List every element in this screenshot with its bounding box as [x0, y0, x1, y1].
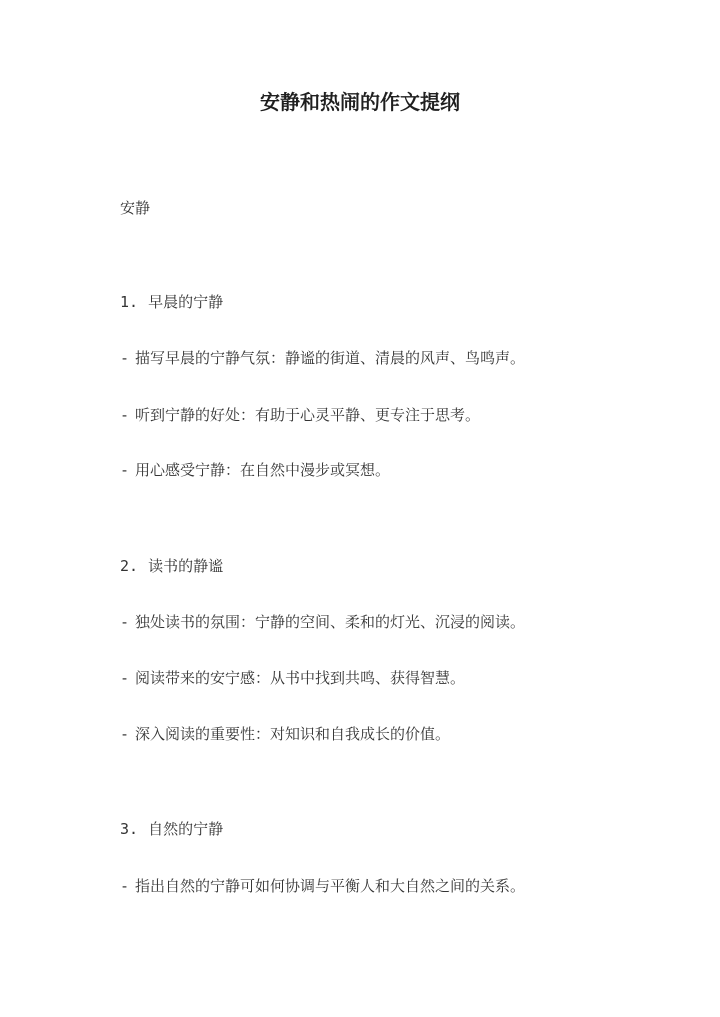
bullet-marker: - [120, 877, 130, 895]
outline-point-text: 阅读带来的安宁感：从书中找到共鸣、获得智慧。 [135, 669, 466, 687]
outline-point [120, 347, 525, 369]
section-heading: 安静 [120, 199, 151, 217]
bullet-marker: - [120, 669, 130, 687]
outline-heading-1 [120, 291, 223, 313]
outline-point [120, 875, 525, 897]
document-title: 安静和热闹的作文提纲 [260, 90, 460, 114]
outline-point [120, 404, 480, 426]
bullet-marker: - [120, 461, 130, 479]
bullet-marker: - [120, 349, 130, 367]
bullet-marker: - [120, 406, 130, 424]
outline-point-text: 深入阅读的重要性：对知识和自我成长的价值。 [135, 725, 451, 743]
outline-point-text: 描写早晨的宁静气氛：静谧的街道、清晨的风声、鸟鸣声。 [135, 349, 526, 367]
outline-heading-2 [120, 555, 223, 577]
outline-number: 1. [120, 293, 139, 311]
outline-point-text: 听到宁静的好处：有助于心灵平静、更专注于思考。 [135, 406, 481, 424]
outline-heading-text: 早晨的宁静 [148, 293, 224, 311]
outline-heading-3 [120, 818, 223, 840]
outline-number: 2. [120, 557, 139, 575]
outline-point-text: 指出自然的宁静可如何协调与平衡人和大自然之间的关系。 [135, 877, 526, 895]
outline-heading-text: 读书的静谧 [148, 557, 224, 575]
outline-point-text: 独处读书的氛围：宁静的空间、柔和的灯光、沉浸的阅读。 [135, 613, 526, 631]
outline-number: 3. [120, 820, 139, 838]
outline-point [120, 723, 450, 745]
outline-heading-text: 自然的宁静 [148, 820, 224, 838]
outline-point [120, 667, 465, 689]
bullet-marker: - [120, 725, 130, 743]
outline-point [120, 611, 525, 633]
outline-point-text: 用心感受宁静：在自然中漫步或冥想。 [135, 461, 391, 479]
bullet-marker: - [120, 613, 130, 631]
outline-point [120, 459, 390, 481]
